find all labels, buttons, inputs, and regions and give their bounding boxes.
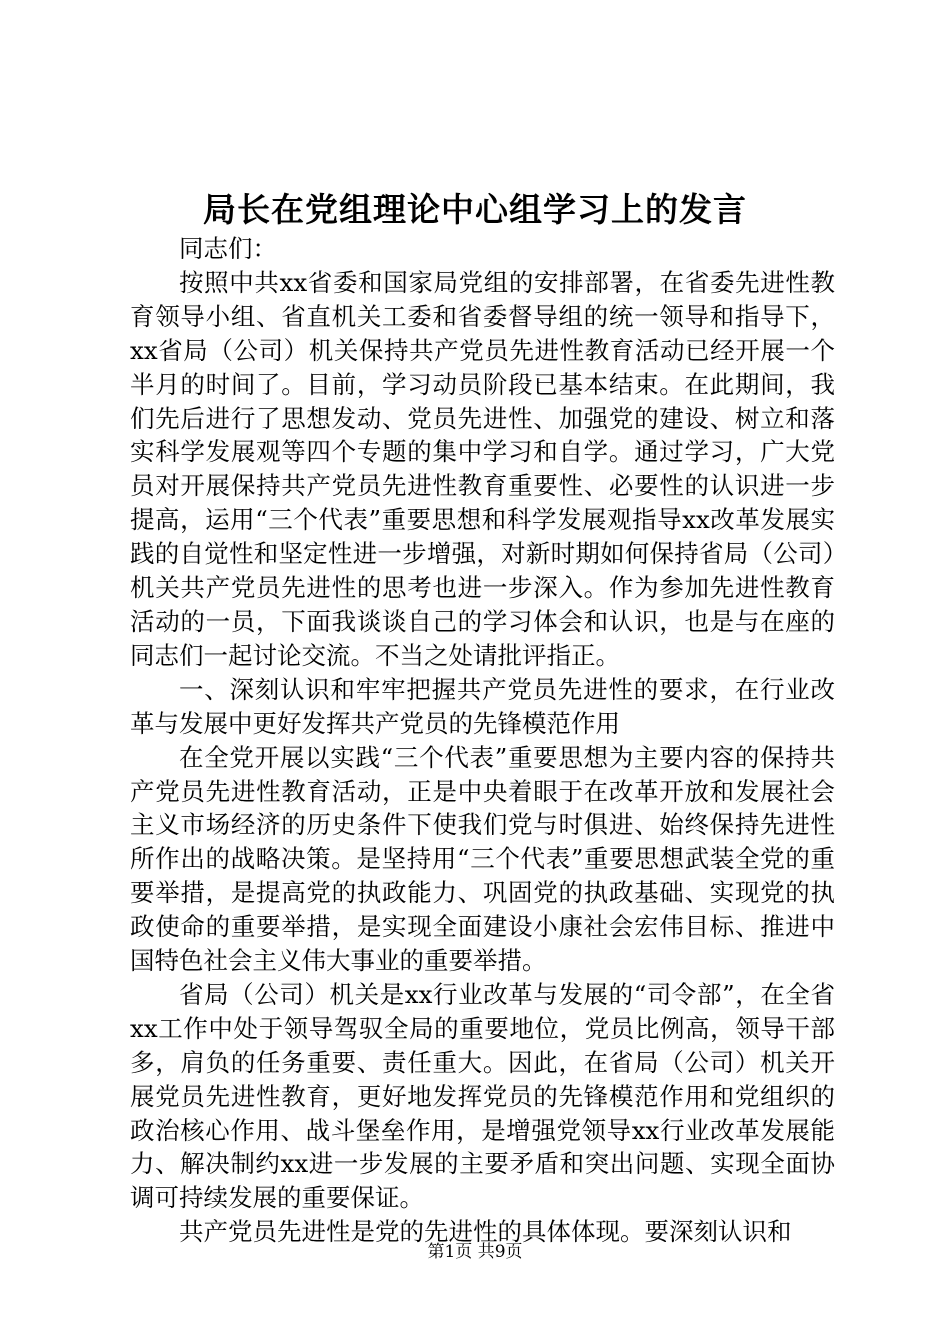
page-number-footer: 第1页 共9页 [427, 1242, 523, 1262]
body-paragraph: 共产党员先进性是党的先进性的具体体现。要深刻认识和 [179, 1217, 792, 1247]
document-body [130, 232, 835, 1249]
body-paragraph: 在全党开展以实践“三个代表”重要思想为主要内容的保持共产党员先进性教育活动，正是中央着眼于在改革开放和发展社会主义市场经济的历史条件下使我们党与时俱进、始终保持先进性所作出的战略决策。是坚持用“三个代表”重要思想武装全党的重要举措，是提高党的执政能力、巩固党的执政基础、实现党的执政使命的重要举措，是实现全面建设小康社会宏伟目标、推进中国特色社会主义伟大事业的重要举措。 [130, 742, 835, 976]
salutation-paragraph: 同志们： [179, 234, 277, 263]
document-title: 局长在党组理论中心组学习上的发言 [203, 190, 747, 229]
section-heading: 一、深刻认识和牢牢把握共产党员先进性的要求，在行业改革与发展中更好发挥共产党员的先锋模范作用 [130, 674, 835, 738]
body-paragraph: 按照中共xx省委和国家局党组的安排部署，在省委先进性教育领导小组、省直机关工委和省委督导组的统一领导和指导下，xx省局（公司）机关保持共产党员先进性教育活动已经开展一个半月的时间了。目前，学习动员阶段已基本结束。在此期间，我们先后进行了思想发动、党员先进性、加强党的建设、树立和落实科学发展观等四个专题的集中学习和自学。通过学习，广大党员对开展保持共产党员先进性教育重要性、必要性的认识进一步提高，运用“三个代表”重要思想和科学发展观指导xx改革发展实践的自觉性和坚定性进一步增强，对新时期如何保持省局（公司）机关共产党员先进性的思考也进一步深入。作为参加先进性教育活动的一员，下面我谈谈自己的学习体会和认识，也是与在座的同志们一起讨论交流。不当之处请批评指正。 [130, 267, 835, 670]
body-paragraph: 省局（公司）机关是xx行业改革与发展的“司令部”，在全省xx工作中处于领导驾驭全局的重要地位，党员比例高，领导干部多，肩负的任务重要、责任重大。因此，在省局（公司）机关开展党员先进性教育，更好地发挥党员的先锋模范作用和党组织的政治核心作用、战斗堡垒作用，是增强党领导xx行业改革发展能力、解决制约xx进一步发展的主要矛盾和突出问题、实现全面协调可持续发展的重要保证。 [130, 979, 835, 1213]
